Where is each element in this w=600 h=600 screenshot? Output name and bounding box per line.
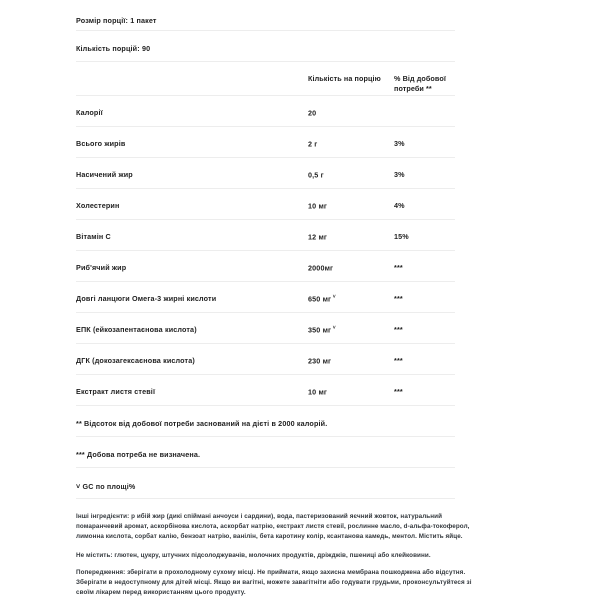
nutrient-daily-value: ***	[394, 263, 403, 272]
nutrient-amount	[308, 325, 394, 334]
supplement-facts-table	[76, 0, 455, 499]
warning-text: Попередження: зберігати в прохолодному сухому місці. Не приймати, якщо захисна мембрана пошкоджена або відсутня. Зберігати в недоступному для дітей місці. Якщо ви вагітні, можете завагітніти або годувати грудьми, проконсультуйтеся зі своїм лікарем перед використанням цього продукту.	[76, 569, 472, 597]
nutrient-name: Довгі ланцюги Омега-3 жирні кислоти	[76, 294, 217, 303]
nutrient-name: Всього жирів	[76, 139, 126, 148]
nutrient-name: ЕПК (ейкозапентаєнова кислота)	[76, 325, 197, 334]
footnote-gc-area: ˅ GC по площі%	[76, 468, 455, 499]
footnote-dv-not-established: *** Добова потреба не визначена.	[76, 437, 455, 468]
nutrient-name: Холестерин	[76, 201, 120, 210]
serving-size-row	[76, 0, 455, 31]
nutrient-amount	[308, 263, 394, 272]
nutrient-amount-value: 2 г	[308, 139, 318, 149]
nutrient-name: Екстракт листя стевії	[76, 387, 156, 396]
table-row	[76, 344, 455, 375]
table-row	[76, 251, 455, 282]
table-row	[76, 282, 455, 313]
servings-per-container-label: Кількість порцій: 90	[76, 44, 151, 53]
serving-size-label: Розмір порції: 1 пакет	[76, 16, 157, 25]
table-row	[76, 375, 455, 406]
nutrient-daily-value: ***	[394, 325, 403, 334]
table-row	[76, 220, 455, 251]
nutrient-amount-value: 12 мг	[308, 232, 328, 242]
table-row	[76, 313, 455, 344]
nutrient-amount	[308, 170, 394, 179]
nutrient-name: Риб'ячий жир	[76, 263, 127, 272]
nutrient-amount-value: 350 мг	[308, 325, 332, 335]
nutrient-amount-value: 0,5 г	[308, 170, 324, 180]
header-percent-daily-value: % Від добової потреби **	[394, 74, 446, 94]
nutrient-name: Калорії	[76, 108, 103, 117]
nutrient-amount-value: 10 мг	[308, 387, 328, 397]
nutrient-amount-value: 10 мг	[308, 201, 328, 211]
nutrient-name: Вітамін C	[76, 232, 111, 241]
table-row	[76, 189, 455, 220]
servings-per-container-row	[76, 31, 455, 62]
nutrient-amount	[308, 232, 394, 241]
nutrient-amount-mark: ˅	[332, 294, 336, 300]
nutrient-daily-value: 4%	[394, 201, 405, 210]
footnote-daily-value-basis: ** Відсоток від добової потреби заснований на дієті в 2000 калорій.	[76, 406, 455, 437]
free-from-text: Не містить: глютен, цукру, штучних підсолоджувачів, молочних продуктів, дріжджів, пшениці або клейковини.	[76, 552, 431, 559]
nutrient-amount-value: 230 мг	[308, 356, 332, 366]
table-row	[76, 127, 455, 158]
nutrient-amount	[308, 294, 394, 303]
nutrient-daily-value: 3%	[394, 170, 405, 179]
other-ingredients-text: Інші інгредієнти: р ибій жир (дикі спіймані анчоуси і сардини), вода, пастеризований яєчний жовток, натуральний помаранчевий аромат, аскорбінова кислота, аскорбат натрію, екстракт листя стевії, рослинне масло, d-альфа-токоферол, лимонна кислота, сорбат калію, бензоат натрію, ванілін, бета каротину колір, ксантанова камедь, ментол. Містить яйце.	[76, 513, 470, 541]
nutrient-daily-value: ***	[394, 387, 403, 396]
nutrient-daily-value: 15%	[394, 232, 409, 241]
nutrient-amount-value: 2000мг	[308, 263, 334, 273]
nutrient-daily-value: ***	[394, 356, 403, 365]
nutrient-amount	[308, 356, 394, 365]
nutrient-name: ДГК (докозагексаєнова кислота)	[76, 356, 195, 365]
table-row	[76, 96, 455, 127]
nutrient-amount	[308, 201, 394, 210]
header-amount-per-serving: Кількість на порцію	[308, 74, 381, 83]
nutrient-amount	[308, 387, 394, 396]
table-header-row	[76, 62, 455, 96]
nutrient-daily-value: 3%	[394, 139, 405, 148]
nutrient-amount-value: 20	[308, 108, 317, 118]
table-row	[76, 158, 455, 189]
nutrient-name: Насичений жир	[76, 170, 133, 179]
nutrient-amount-mark: ˅	[332, 325, 336, 331]
nutrient-amount-value: 650 мг	[308, 294, 332, 304]
nutrient-daily-value: ***	[394, 294, 403, 303]
nutrient-amount	[308, 139, 394, 148]
nutrient-amount	[308, 108, 394, 117]
